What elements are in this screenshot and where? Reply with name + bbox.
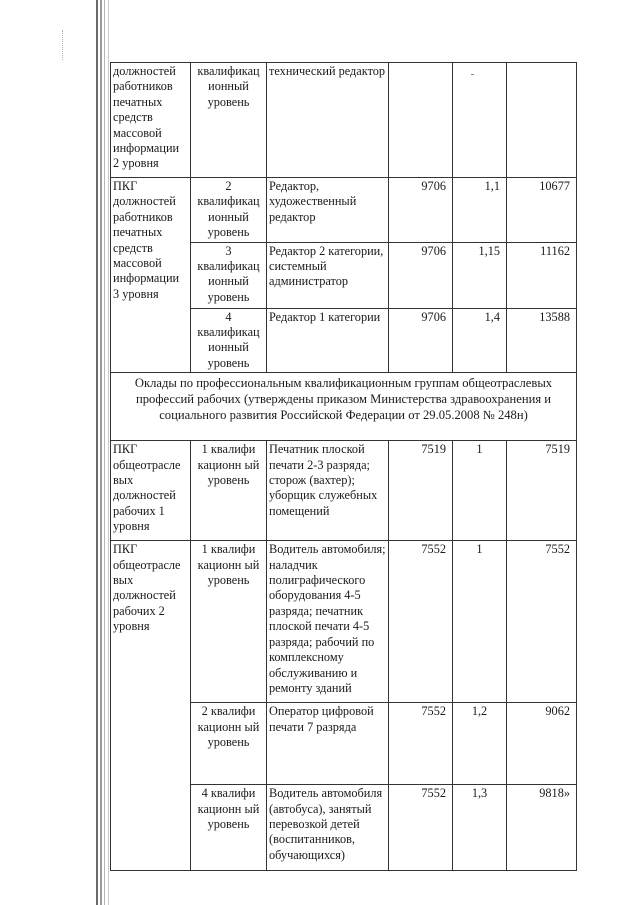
binder-line xyxy=(104,0,105,905)
level-cell: 3 квалификац ионный уровень xyxy=(191,242,267,308)
scan-dots xyxy=(62,30,64,60)
positions-cell: Печатник плоской печати 2-3 разряда; сторож (вахтер); уборщик служебных помещений xyxy=(267,441,389,541)
salary-cell xyxy=(389,63,453,178)
binder-line xyxy=(96,0,98,905)
positions-cell: технический редактор xyxy=(267,63,389,178)
level-cell: 1 квалифи кационн ый уровень xyxy=(191,541,267,703)
positions-cell: Водитель автомобиля (автобуса), занятый перевозкой детей (воспитанников, обучающихся) xyxy=(267,785,389,871)
binder-line xyxy=(108,0,109,905)
salary-cell: 9706 xyxy=(389,308,453,373)
table-row xyxy=(111,63,577,178)
coef-cell: 1,3 xyxy=(453,785,507,871)
coef-cell: 1 xyxy=(453,441,507,541)
level-cell: 4 квалифи кационн ый уровень xyxy=(191,785,267,871)
group-cell: должностей работников печатных средств массовой информации 2 уровня xyxy=(111,63,191,178)
group-cell: ПКГ должностей работников печатных средств массовой информации 3 уровня xyxy=(111,178,191,373)
total-cell: 7552 xyxy=(507,541,577,703)
level-cell: 2 квалифи кационн ый уровень xyxy=(191,703,267,785)
positions-cell: Редактор 2 категории, системный администратор xyxy=(267,242,389,308)
total-cell: 9818» xyxy=(507,785,577,871)
total-cell: 11162 xyxy=(507,242,577,308)
positions-cell: Редактор 1 категории xyxy=(267,308,389,373)
level-cell: 4 квалификац ионный уровень xyxy=(191,308,267,373)
total-cell: 9062 xyxy=(507,703,577,785)
positions-cell: Редактор, художественный редактор xyxy=(267,178,389,243)
coef-cell: 1,1 xyxy=(453,178,507,243)
salary-cell: 7519 xyxy=(389,441,453,541)
coef-cell: 1,15 xyxy=(453,242,507,308)
salary-cell: 9706 xyxy=(389,242,453,308)
salary-table xyxy=(110,62,577,871)
table-row xyxy=(111,373,577,441)
coef-cell: 1,4 xyxy=(453,308,507,373)
table-row xyxy=(111,441,577,541)
scan-mark xyxy=(471,74,474,75)
positions-cell: Оператор цифровой печати 7 разряда xyxy=(267,703,389,785)
coef-cell: 1,2 xyxy=(453,703,507,785)
table-row xyxy=(111,541,577,703)
coef-cell xyxy=(453,63,507,178)
total-cell xyxy=(507,63,577,178)
positions-cell: Водитель автомобиля; наладчик полиграфического оборудования 4-5 разряда; печатник плоской печати 4-5 разряда; рабочий по комплексному обслуживанию и ремонту зданий xyxy=(267,541,389,703)
group-cell: ПКГ общеотрасле вых должностей рабочих 2 уровня xyxy=(111,541,191,871)
salary-cell: 9706 xyxy=(389,178,453,243)
level-cell: 1 квалифи кационн ый уровень xyxy=(191,441,267,541)
table-row xyxy=(111,178,577,243)
level-cell: квалификац ионный уровень xyxy=(191,63,267,178)
total-cell: 7519 xyxy=(507,441,577,541)
salary-cell: 7552 xyxy=(389,541,453,703)
section-header: Оклады по профессиональным квалификационным группам общеотраслевых профессий рабочих (утверждены приказом Министерства здравоохранения и социального развития Российской Федерации от 29.05.2008 № 248н) xyxy=(111,373,577,441)
salary-cell: 7552 xyxy=(389,703,453,785)
level-cell: 2 квалификац ионный уровень xyxy=(191,178,267,243)
salary-cell: 7552 xyxy=(389,785,453,871)
total-cell: 10677 xyxy=(507,178,577,243)
group-cell: ПКГ общеотрасле вых должностей рабочих 1 уровня xyxy=(111,441,191,541)
total-cell: 13588 xyxy=(507,308,577,373)
binder-line xyxy=(100,0,102,905)
coef-cell: 1 xyxy=(453,541,507,703)
